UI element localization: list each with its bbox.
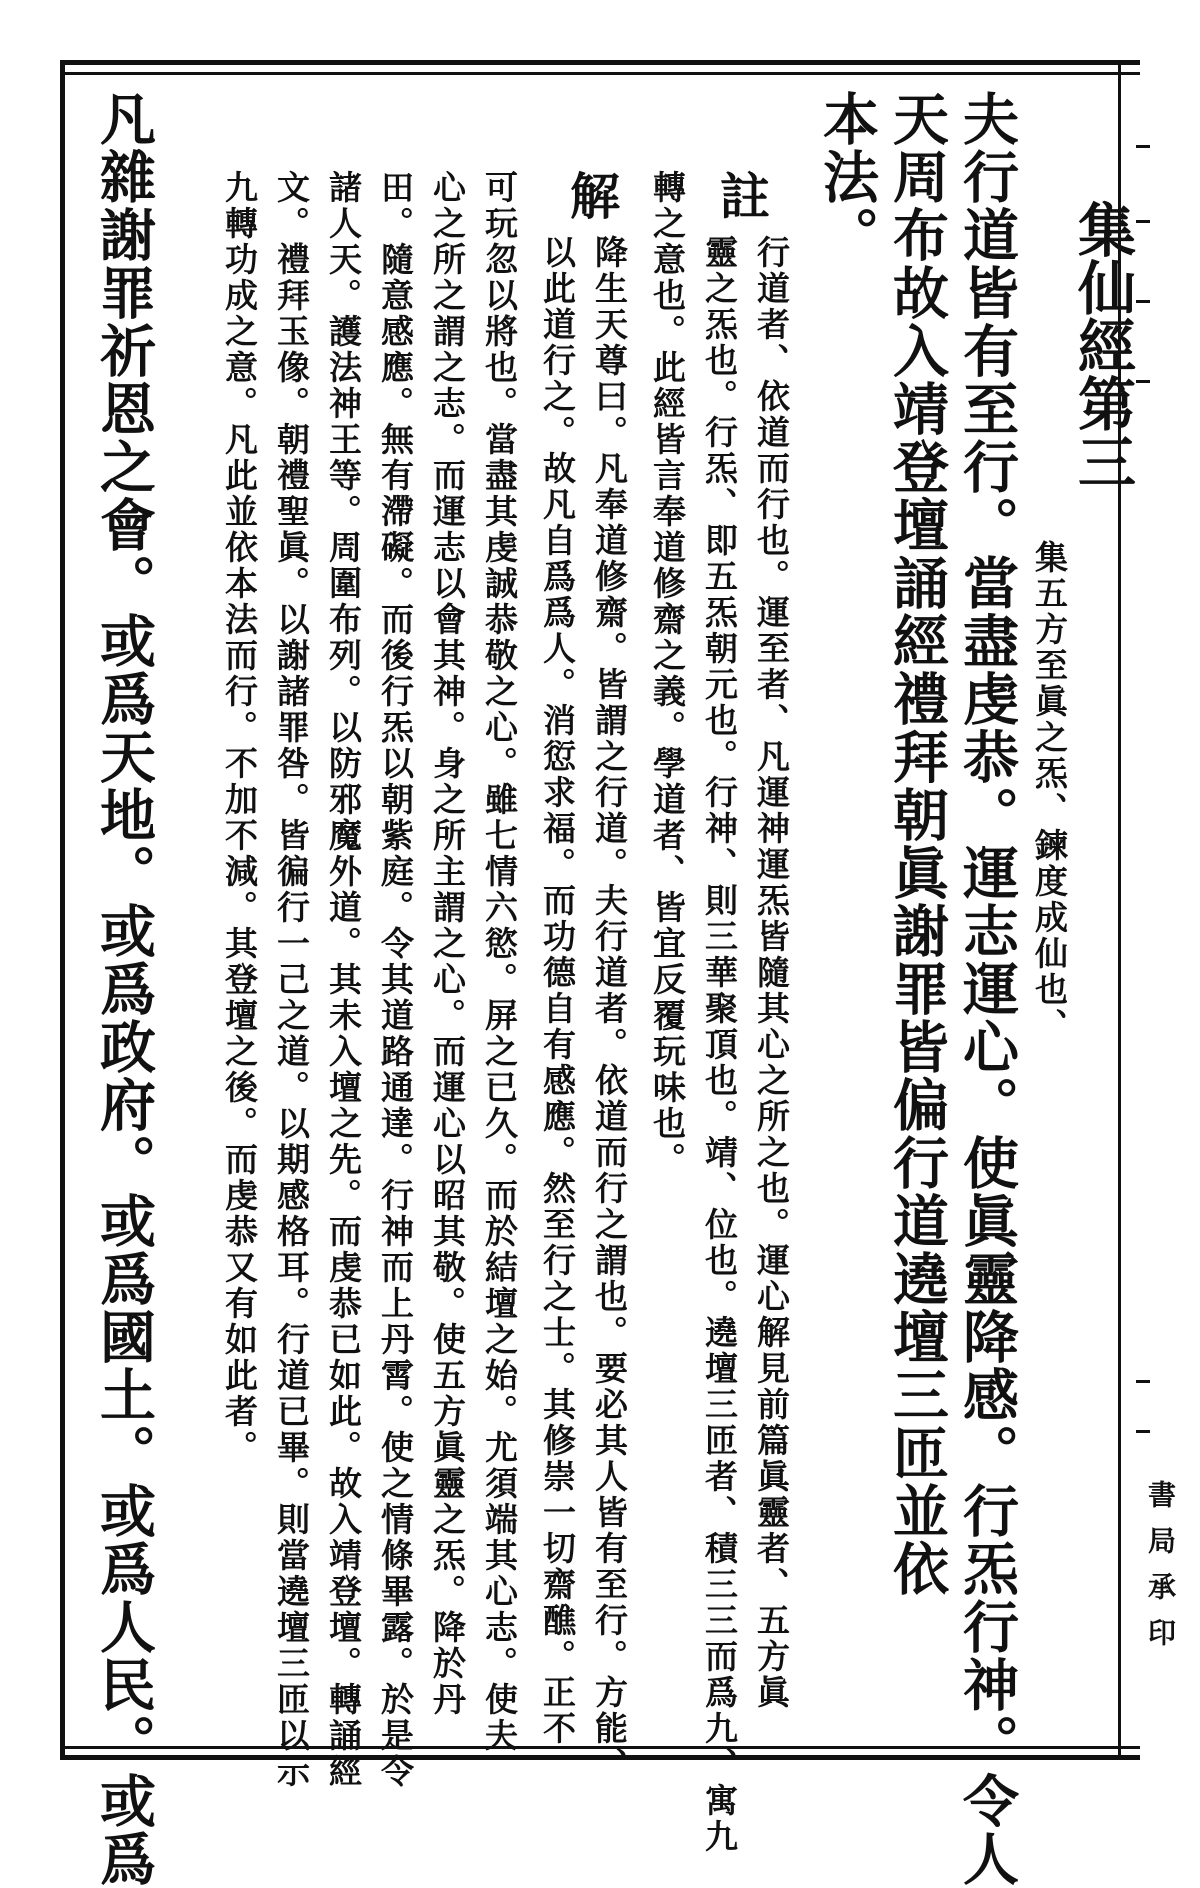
explanation-line-3: 可玩忽以將也。當盡其虔誠恭敬之心。雖七情六慾。屏之已久。而於結壇之始。尤須端其心志。使夫	[480, 170, 519, 1754]
explanation-line-6: 諸人天。護法神王等。周圍布列。以防邪魔外道。其未入壇之先。而虔恭已如此。故入靖登壇。轉誦經	[324, 170, 363, 1790]
margin-dash	[1136, 220, 1150, 223]
commentary-line-1: 行道者、依道而行也。運至者、凡運神運炁皆隨其心之所之也。運心解見前篇眞靈者、五方眞	[752, 235, 791, 1711]
explanation-label: 解	[562, 170, 621, 220]
explanation-line-7: 文。禮拜玉像。朝禮聖眞。以謝諸罪咎。皆徧行一己之道。以期感格耳。行道已畢。則當遶壇三匝以示	[272, 170, 311, 1790]
margin-dash	[1136, 380, 1150, 383]
margin-dash	[1136, 145, 1150, 148]
commentary-label: 註	[712, 170, 771, 220]
main-text-line-1: 夫行道皆有至行。當盡虔恭。運志運心。使眞靈降感。行炁行神。令人	[954, 90, 1020, 1888]
main-text-line-2: 天周布故入靖登壇誦經禮拜朝眞謝罪皆偏行道遶壇三匝並依	[884, 90, 950, 1598]
top-rule	[60, 72, 1140, 75]
explanation-line-1: 降生天尊曰。凡奉道修齋。皆謂之行道。夫行道者。依道而行之謂也。要必其人皆有至行。方能、	[590, 235, 629, 1783]
margin-dash	[1136, 1430, 1150, 1433]
commentary-line-2: 靈之炁也。行炁、即五炁朝元也。行神、則三華聚頂也。靖、位也。遶壇三匝者、積三三而爲九、寓九	[700, 235, 739, 1855]
margin-dash	[1136, 1380, 1150, 1383]
explanation-line-5: 田。隨意感應。無有滯礙。而後行炁以朝紫庭。令其道路通達。行神而上丹霄。使之情條畢露。於是令	[376, 170, 415, 1790]
explanation-line-4: 心之所之謂之志。而運志以會其神。身之所主謂之心。而運心以昭其敬。使五方眞靈之炁。降於丹	[428, 170, 467, 1718]
margin-dash	[1136, 300, 1150, 303]
chapter-title: 集仙經第三	[1068, 200, 1136, 490]
main-text-line-3: 本法。	[814, 90, 880, 264]
printer-note: 書局承印	[1144, 1480, 1177, 1664]
title-note: 集五方至眞之炁、鍊度成仙也、	[1030, 540, 1069, 1044]
explanation-line-8: 九轉功成之意。凡此並依本法而行。不加不減。其登壇之後。而虔恭又有如此者。	[220, 170, 259, 1466]
commentary-line-3: 轉之意也。此經皆言奉道修齋之義。學道者、皆宜反覆玩味也。	[648, 170, 687, 1178]
explanation-line-2: 以此道行之。故凡自爲爲人。消愆求福。而功德自有感應。然至行之士。其修崇一切齋醮。正不	[538, 235, 577, 1747]
next-main-text: 凡雜謝罪祈恩之會。或爲天地。或爲政府。或爲國土。或爲人民。或爲	[91, 90, 157, 1888]
